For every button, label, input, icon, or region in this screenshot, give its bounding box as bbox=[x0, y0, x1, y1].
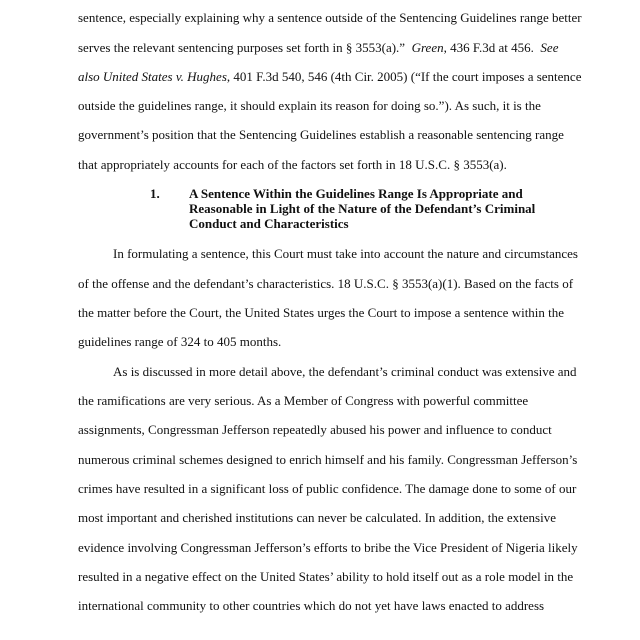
text-run: , 401 F.3d 540, 546 (4th Cir. 2005) (“If the court imposes a sentence bbox=[226, 69, 582, 84]
body-line: that appropriately accounts for each of the factors set forth in 18 U.S.C. § 3553(a). bbox=[78, 157, 507, 172]
body-line: international community to other countries which do not yet have laws enacted to address bbox=[78, 598, 545, 613]
body-line: outside the guidelines range, it should explain its reason for doing so.”). As such, it is the bbox=[78, 98, 541, 113]
body-line: guidelines range of 324 to 405 months. bbox=[78, 334, 282, 349]
text-run: , 436 F.3d at 456. bbox=[443, 40, 534, 55]
citation-signal: See bbox=[540, 40, 559, 55]
body-line bbox=[78, 69, 581, 84]
body-line: numerous criminal schemes designed to enrich himself and his family. Congressman Jefferson’s bbox=[78, 452, 578, 467]
body-line: crimes have resulted in a significant loss of public confidence. The damage done to some of our bbox=[78, 481, 577, 496]
section-heading-line: A Sentence Within the Guidelines Range Is Appropriate and bbox=[189, 186, 523, 201]
section-heading-line: Reasonable in Light of the Nature of the Defendant’s Criminal bbox=[189, 201, 536, 216]
body-line: the ramifications are very serious. As a Member of Congress with powerful committee bbox=[78, 393, 529, 408]
body-line: resulted in a negative effect on the United States’ ability to hold itself out as a role model in the bbox=[78, 569, 574, 584]
case-citation: Green bbox=[411, 40, 444, 55]
body-line: most important and cherished institutions can never be calculated. In addition, the extensive bbox=[78, 510, 556, 525]
body-line: sentence, especially explaining why a sentence outside of the Sentencing Guidelines range better bbox=[78, 10, 582, 25]
case-citation: also United States v. Hughes bbox=[78, 69, 227, 84]
body-line: government’s position that the Sentencing Guidelines establish a reasonable sentencing range bbox=[78, 127, 564, 142]
body-line: of the offense and the defendant’s characteristics. 18 U.S.C. § 3553(a)(1). Based on the facts of bbox=[78, 276, 574, 291]
body-line: assignments, Congressman Jefferson repeatedly abused his power and influence to conduct bbox=[78, 422, 552, 437]
body-line: In formulating a sentence, this Court must take into account the nature and circumstances bbox=[113, 246, 578, 261]
body-line: the matter before the Court, the United States urges the Court to impose a sentence within the bbox=[78, 305, 565, 320]
body-line: evidence involving Congressman Jefferson’s efforts to bribe the Vice President of Nigeria likely bbox=[78, 540, 578, 555]
text-run: serves the relevant sentencing purposes set forth in § 3553(a).” bbox=[78, 40, 406, 55]
section-number: 1. bbox=[150, 186, 160, 201]
body-line bbox=[78, 40, 558, 55]
section-heading-line: Conduct and Characteristics bbox=[189, 216, 349, 231]
body-line: As is discussed in more detail above, the defendant’s criminal conduct was extensive and bbox=[113, 364, 577, 379]
